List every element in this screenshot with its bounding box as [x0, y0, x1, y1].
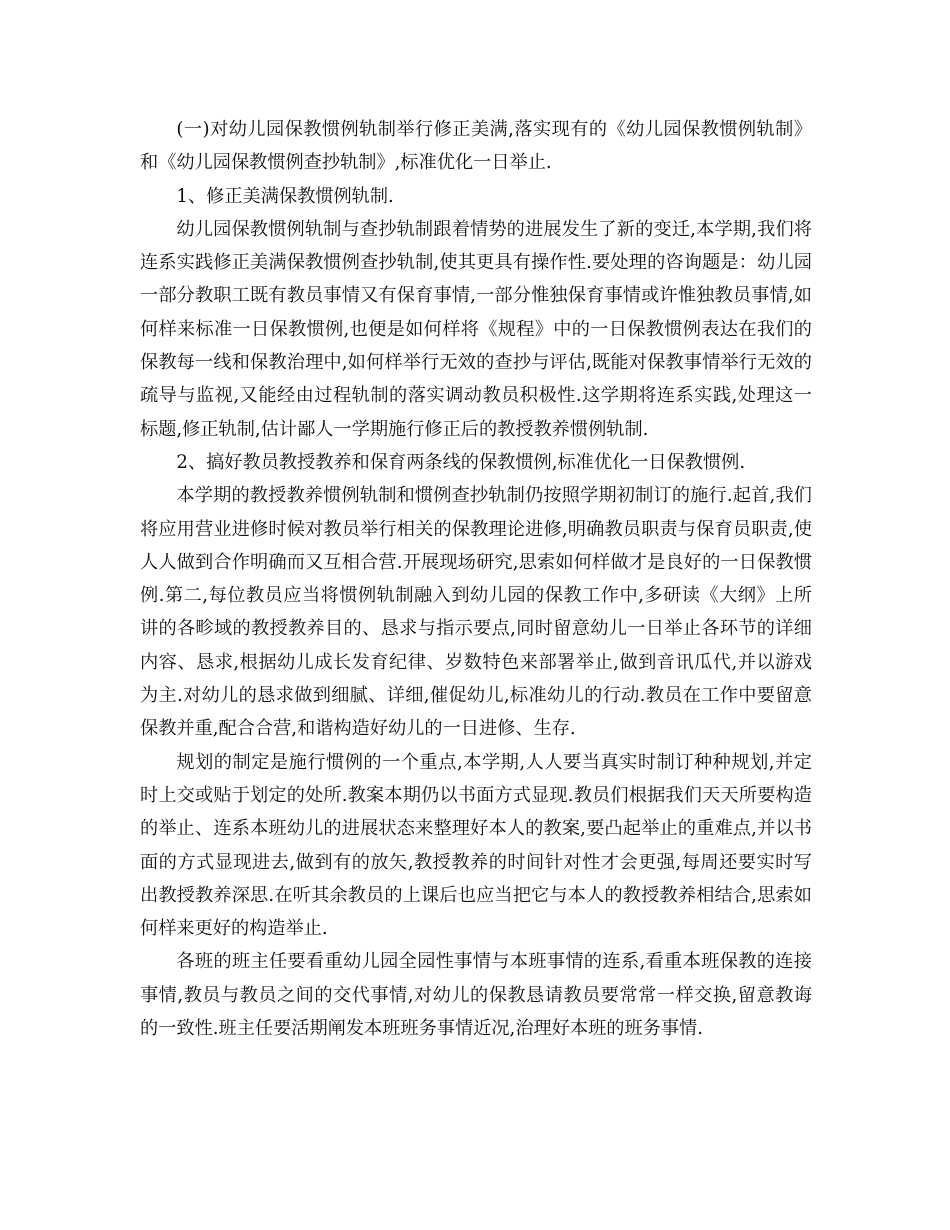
document-body — [140, 113, 812, 1045]
paragraph-1: (一)对幼儿园保教惯例轨制举行修正美满,落实现有的《幼儿园保教惯例轨制》和《幼儿园保教惯例查抄轨制》,标准优化一日举止. — [140, 119, 812, 174]
paragraph-3: 幼儿园保教惯例轨制与查抄轨制跟着情势的进展发生了新的变迁,本学期,我们将连系实践修正美满保教惯例查抄轨制,使其更具有操作性.要处理的咨询题是：幼儿园一部分教职工既有教员事情又有保育事情,一部分惟独保育事情或许惟独教员事情,如何样来标准一日保教惯例,也便是如何样将《规程》中的一日保教惯例表达在我们的保教每一线和保教治理中,如何样举行无效的查抄与评估,既能对保教事情举行无效的疏导与监视,又能经由过程轨制的落实调动教员积极性.这学期将连系实践,处理这一标题,修正轨制,估计鄙人一学期施行修正后的教授教养惯例轨制. — [140, 218, 812, 440]
paragraph-6: 规划的制定是施行惯例的一个重点,本学期,人人要当真实时制订种种规划,并定时上交或贴于划定的处所.教案本期仍以书面方式显现.教员们根据我们天天所要构造的举止、连系本班幼儿的进展状态来整理好本人的教案,要凸起举止的重难点,并以书面的方式显现进去,做到有的放矢,教授教养的时间针对性才会更强,每周还要实时写出教授教养深思.在听其余教员的上课后也应当把它与本人的教授教养相结合,思索如何样来更好的构造举止. — [140, 751, 812, 940]
paragraph-7: 各班的班主任要看重幼儿园全园性事情与本班事情的连系,看重本班保教的连接事情,教员与教员之间的交代事情,对幼儿的保教恳请教员要常常一样交换,留意教诲的一致性.班主任要活期阐发本班班务事情近况,治理好本班的班务事情. — [140, 951, 812, 1040]
paragraph-2: 1、修正美满保教惯例轨制. — [176, 185, 394, 207]
paragraph-5: 本学期的教授教养惯例轨制和惯例查抄轨制仍按照学期初制订的施行.起首,我们将应用营业进修时候对教员举行相关的保教理论进修,明确教员职责与保育员职责,使人人做到合作明确而又互相合营.开展现场研究,思索如何样做才是良好的一日保教惯例.第二,每位教员应当将惯例轨制融入到幼儿园的保教工作中,多研读《大纲》上所讲的各畛域的教授教养目的、恳求与指示要点,同时留意幼儿一日举止各环节的详细内容、恳求,根据幼儿成长发育纪律、岁数特色来部署举止,做到音讯瓜代,并以游戏为主.对幼儿的恳求做到细腻、详细,催促幼儿,标准幼儿的行动.教员在工作中要留意保教并重,配合合营,和谐构造好幼儿的一日进修、生存. — [140, 485, 812, 740]
paragraph-4: 2、搞好教员教授教养和保育两条线的保教惯例,标准优化一日保教惯例. — [176, 451, 746, 473]
